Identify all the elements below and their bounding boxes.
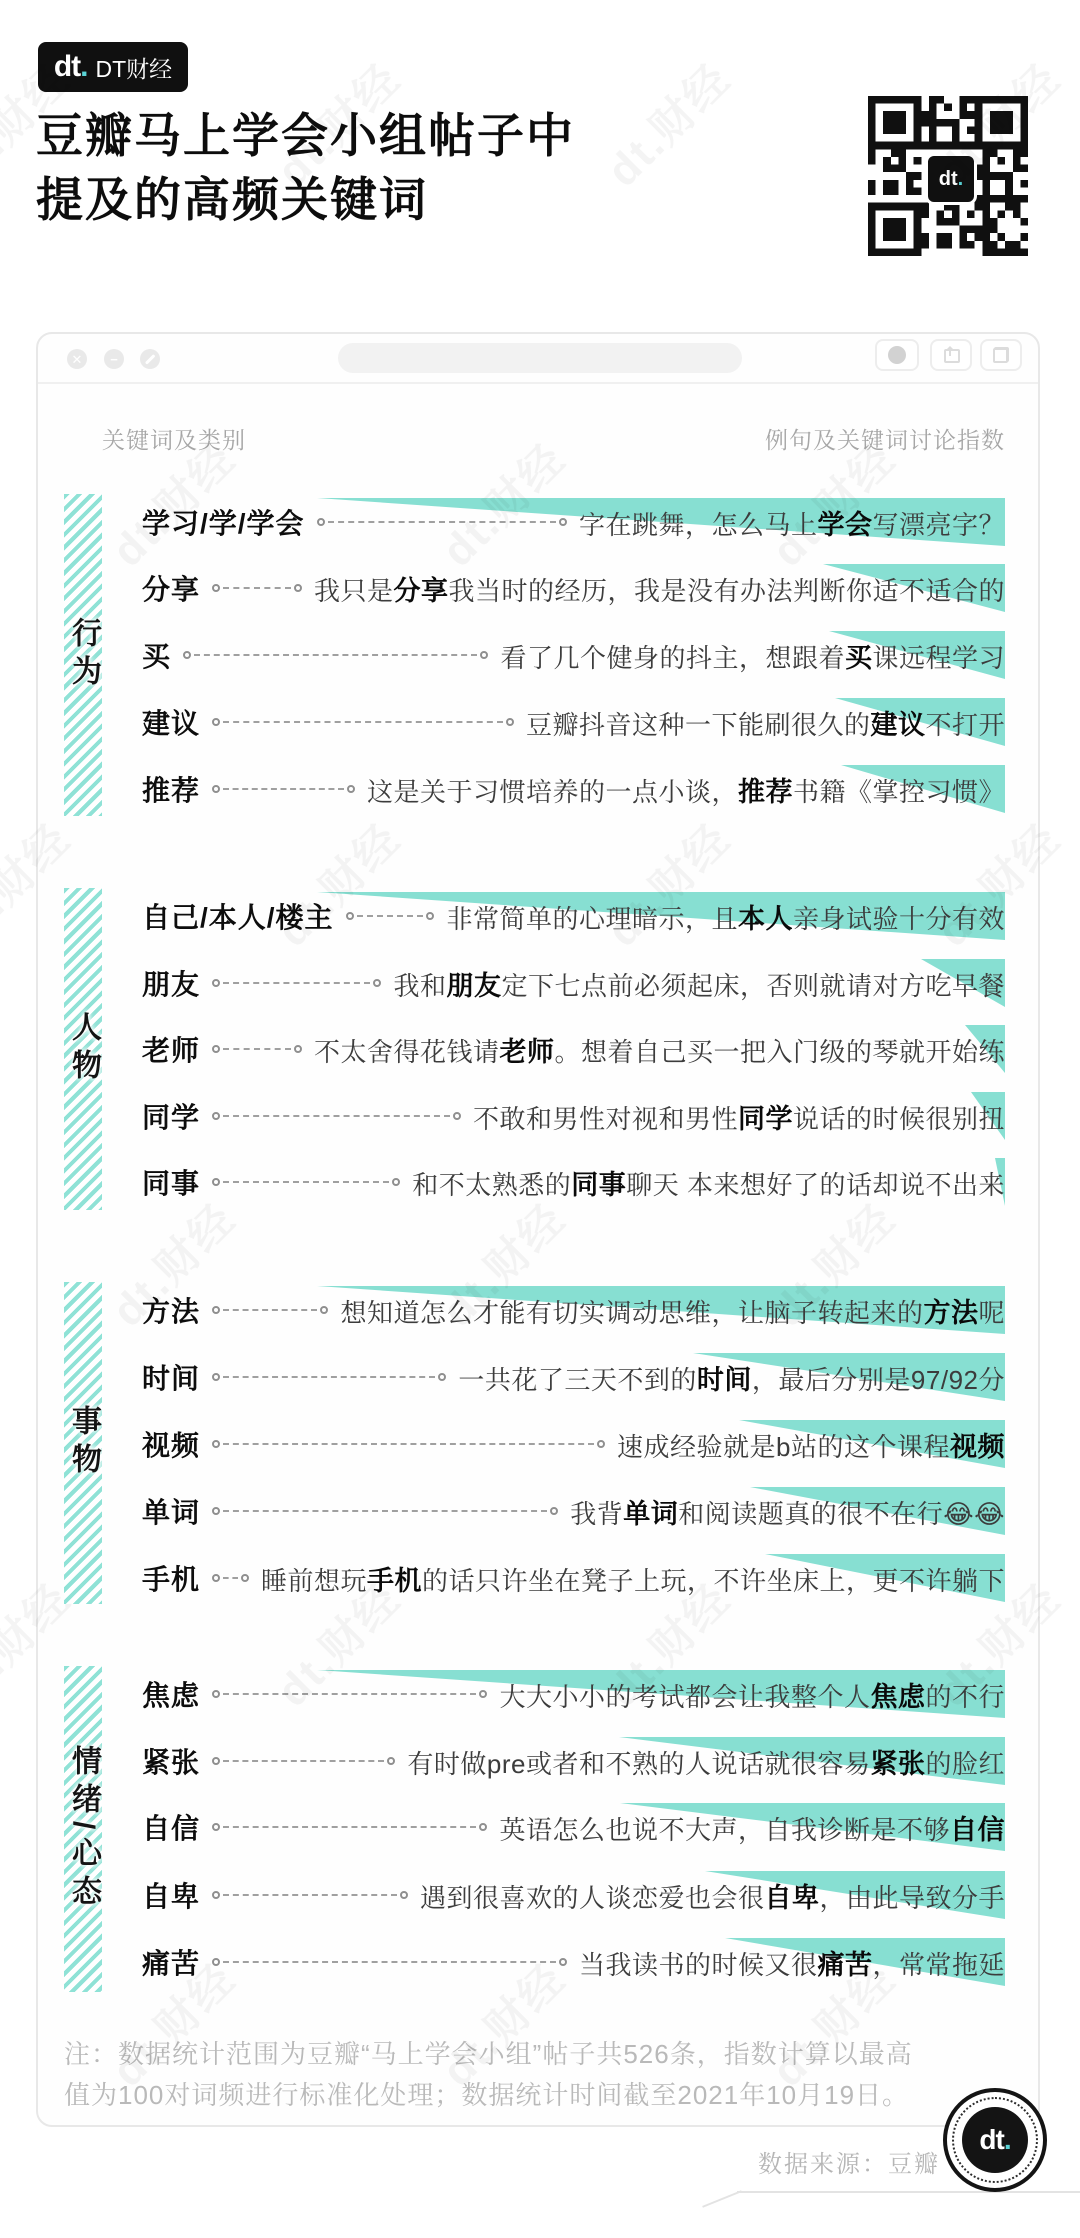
example-sentence: 速成经验就是b站的这个课程视频 (617, 1431, 1005, 1462)
example-sentence: 当我读书的时候又很痛苦，常常拖延 (578, 1949, 1005, 1980)
keyword-row (142, 694, 1005, 750)
category-label: 人物 (67, 1011, 100, 1087)
dotted-leader (212, 1757, 395, 1765)
example-sentence: 我只是分享我当时的经历，我是没有办法判断你适不适合的 (313, 575, 1005, 606)
window-chrome (38, 334, 1038, 384)
dt-logo-icon: dt. (53, 50, 88, 83)
column-header-index: 例句及关键词讨论指数 (765, 427, 1005, 453)
keyword-row (142, 1550, 1005, 1606)
dotted-leader (212, 1891, 408, 1899)
dotted-leader (183, 651, 488, 659)
category-bar-people (64, 888, 102, 1210)
keyword-label: 紧张 (142, 1747, 201, 1778)
keyword-row (142, 1483, 1005, 1539)
dotted-leader (212, 1507, 558, 1515)
keyword-label: 买 (142, 641, 172, 672)
divider (737, 2191, 1080, 2193)
dotted-leader (212, 1306, 328, 1314)
keyword-label: 视频 (142, 1430, 201, 1461)
example-sentence: 遇到很喜欢的人谈恋爱也会很自卑，由此导致分手 (419, 1882, 1005, 1913)
dotted-leader (212, 1440, 605, 1448)
qr-center-logo-icon: dt. (925, 153, 977, 205)
keyword-row (142, 888, 1005, 944)
tabs-button[interactable] (980, 339, 1022, 371)
page-title-line2: 提及的高频关键词 (36, 173, 428, 226)
keyword-row (142, 627, 1005, 683)
avatar-icon (888, 346, 906, 364)
qr-code (868, 96, 1028, 256)
example-sentence: 非常简单的心理暗示，且本人亲身试验十分有效 (446, 903, 1005, 934)
keyword-label: 学习/学/学会 (142, 508, 305, 539)
keyword-row (142, 1154, 1005, 1210)
copy-icon (993, 347, 1009, 363)
column-header-keywords: 关键词及类别 (102, 427, 246, 453)
minimize-icon[interactable]: − (104, 349, 124, 369)
keyword-label: 推荐 (142, 775, 201, 806)
data-source: 数据来源：豆瓣 (758, 2151, 940, 2178)
keyword-label: 痛苦 (142, 1948, 201, 1979)
dotted-leader (212, 718, 514, 726)
keyword-row (142, 1416, 1005, 1472)
keyword-row (142, 560, 1005, 616)
example-sentence: 大大小小的考试都会让我整个人焦虑的不行 (499, 1681, 1005, 1712)
keyword-label: 分享 (142, 574, 201, 605)
keyword-label: 手机 (142, 1564, 201, 1595)
dotted-leader (212, 1690, 487, 1698)
example-sentence: 英语怎么也说不大声，自我诊断是不够自信 (499, 1814, 1005, 1845)
keyword-label: 同学 (142, 1102, 201, 1133)
category-label: 行为 (67, 617, 100, 693)
category-bar-behavior (64, 494, 102, 816)
share-icon (944, 347, 958, 363)
address-bar[interactable] (338, 343, 742, 373)
keyword-row (142, 1088, 1005, 1144)
keyword-label: 同事 (142, 1168, 201, 1199)
keyword-row (142, 1349, 1005, 1405)
category-label: 事物 (67, 1405, 100, 1481)
dotted-leader (346, 912, 435, 920)
example-sentence: 我和朋友定下七点前必须起床，否则就请对方吃早餐 (393, 970, 1005, 1001)
category-bar-things (64, 1282, 102, 1604)
share-button[interactable] (930, 339, 972, 371)
example-sentence: 看了几个健身的抖主，想跟着买课远程学习 (500, 642, 1005, 673)
dotted-leader (317, 518, 567, 526)
keyword-label: 朋友 (142, 969, 201, 1000)
keyword-label: 自卑 (142, 1881, 201, 1912)
dotted-leader (212, 1045, 302, 1053)
example-sentence: 和不太熟悉的同事聊天 本来想好了的话却说不出来 (412, 1169, 1005, 1200)
dt-logo-badge (38, 42, 188, 92)
example-sentence: 想知道怎么才能有切实调动思维，让脑子转起来的方法呢 (340, 1297, 1005, 1328)
dotted-leader (212, 1823, 487, 1831)
example-sentence: 字在跳舞，怎么马上学会写漂亮字？ (578, 509, 1005, 540)
watermark-text (590, 46, 743, 199)
keyword-label: 单词 (142, 1497, 201, 1528)
page-title-line1: 豆瓣马上学会小组帖子中 (36, 109, 575, 162)
dt-logo-text: DT财经 (95, 55, 173, 82)
dotted-leader (212, 979, 381, 987)
keyword-label: 方法 (142, 1296, 201, 1327)
keyword-row (142, 494, 1005, 550)
keyword-row (142, 1282, 1005, 1338)
seal-dt-icon: dt. (962, 2107, 1028, 2173)
example-sentence: 不太舍得花钱请老师。想着自己买一把入门级的琴就开始练 (313, 1036, 1005, 1067)
example-sentence: 有时做pre或者和不熟的人说话就很容易紧张的脸红 (407, 1748, 1005, 1779)
footnote-line2: 值为100对词频进行标准化处理；数据统计时间截至2021年10月19日。 (64, 2080, 910, 2110)
browser-card (36, 332, 1040, 2127)
category-bar-emotion (64, 1666, 102, 1992)
example-sentence: 我背单词和阅读题真的很不在行😂😂 (570, 1498, 1005, 1529)
dotted-leader (212, 1112, 461, 1120)
dotted-leader (212, 584, 302, 592)
keyword-row (142, 1799, 1005, 1855)
keyword-row (142, 1733, 1005, 1789)
page-title (36, 104, 575, 232)
keyword-label: 自己/本人/楼主 (142, 902, 334, 933)
expand-icon[interactable] (140, 349, 160, 369)
dt-seal-logo (943, 2088, 1047, 2192)
example-sentence: 一共花了三天不到的时间，最后分别是97/92分 (458, 1364, 1005, 1395)
keyword-row (142, 761, 1005, 817)
footnote-line1: 注：数据统计范围为豆瓣“马上学会小组”帖子共526条，指数计算以最高 (64, 2039, 913, 2069)
example-sentence: 这是关于习惯培养的一点小谈，推荐书籍《掌控习惯》 (366, 776, 1005, 807)
footnote (64, 2034, 944, 2116)
example-sentence: 豆瓣抖音这种一下能刷很久的建议不打开 (525, 709, 1005, 740)
keyword-row (142, 955, 1005, 1011)
dotted-leader (212, 785, 355, 793)
close-icon[interactable]: ✕ (67, 349, 87, 369)
example-sentence: 睡前想玩手机的话只许坐在凳子上玩，不许坐床上，更不许躺下 (260, 1565, 1005, 1596)
keyword-label: 建议 (142, 708, 201, 739)
keyword-row (142, 1666, 1005, 1722)
dotted-leader (212, 1373, 446, 1381)
dotted-leader (212, 1574, 249, 1582)
keyword-label: 焦虑 (142, 1680, 201, 1711)
dotted-leader (212, 1958, 567, 1966)
divider-diagonal (702, 2190, 742, 2208)
category-label: 情绪/心态 (67, 1744, 100, 1914)
dotted-leader (212, 1178, 400, 1186)
keyword-row (142, 1867, 1005, 1923)
keyword-row (142, 1021, 1005, 1077)
keyword-label: 时间 (142, 1363, 201, 1394)
keyword-label: 老师 (142, 1035, 201, 1066)
keyword-row (142, 1934, 1005, 1990)
keyword-label: 自信 (142, 1813, 201, 1844)
example-sentence: 不敢和男性对视和男性同学说话的时候很别扭 (472, 1103, 1005, 1134)
profile-button[interactable] (875, 339, 919, 371)
